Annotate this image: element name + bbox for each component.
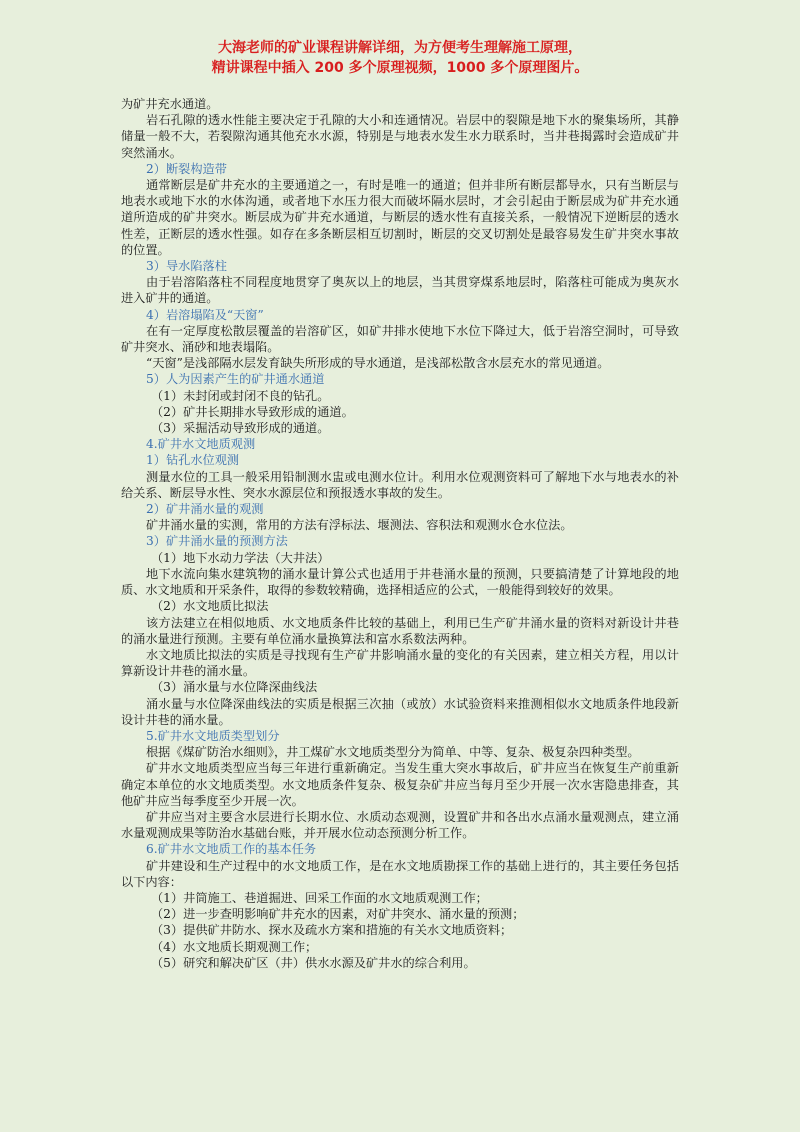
list-item: （3）采掘活动导致形成的通道。	[151, 421, 330, 436]
method-title: （2）水文地质比拟法	[151, 599, 269, 614]
banner-line-1: 大海老师的矿业课程讲解详细，为方便考生理解施工原理，	[218, 40, 582, 56]
paragraph: 测量水位的工具一般采用铅制测水盅或电测水位计。利用水位观测资料可了解地下水与地表水的补给关系、断层导水性、突水水源层位和预报透水事故的发生。	[121, 469, 679, 500]
paragraph: 水文地质比拟法的实质是寻找现有生产矿井影响涌水量的变化的有关因素，建立相关方程，用以计算新设计井巷的涌水量。	[121, 647, 679, 679]
paragraph: 根据《煤矿防治水细则》，井工煤矿水文地质类型分为简单、中等、复杂、极复杂四种类型。	[146, 745, 640, 760]
list-item: （2）进一步查明影响矿井充水的因素，对矿井突水、涌水量的预测；	[151, 907, 525, 922]
paragraph: 该方法建立在相似地质、水文地质条件比较的基础上，利用已生产矿井涌水量的资料对新设计井巷的涌水量进行预测。主要有单位涌水量换算法和富水系数法两种。	[121, 615, 679, 646]
subheading: 3）导水陷落柱	[146, 259, 227, 274]
promo-banner	[0, 38, 800, 78]
list-item: （3）提供矿井防水、探水及疏水方案和措施的有关水文地质资料；	[151, 923, 513, 938]
subheading: 3）矿井涌水量的预测方法	[146, 534, 288, 549]
paragraph: 由于岩溶陷落柱不同程度地贯穿了奥灰以上的地层，当其贯穿煤系地层时，陷落柱可能成为奥灰水进入矿井的通道。	[121, 275, 679, 306]
subheading: 5）人为因素产生的矿井通水通道	[146, 372, 325, 387]
document-body	[121, 96, 679, 971]
paragraph: “天窗”是浅部隔水层发育缺失所形成的导水通道，是浅部松散含水层充水的常见通道。	[146, 356, 610, 371]
list-item: （4）水文地质长期观测工作；	[151, 939, 318, 954]
paragraph: 涌水量与水位降深曲线法的实质是根据三次抽（或放）水试验资料来推测相似水文地质条件地段新设计井巷的涌水量。	[121, 696, 679, 727]
method-title: （3）涌水量与水位降深曲线法	[151, 680, 318, 695]
banner-line-2: 精讲课程中插入 200 多个原理视频，1000 多个原理图片。	[211, 60, 589, 76]
list-item: （1）未封闭或封闭不良的钻孔。	[151, 388, 330, 403]
paragraph: 矿井水文地质类型应当每三年进行重新确定。当发生重大突水事故后，矿井应当在恢复生产前重新确定本单位的水文地质类型。水文地质条件复杂、极复杂矿井应当每月至少开展一次水害隐患排查，其他矿井应当每季度至少开展一次。	[121, 761, 679, 808]
subheading: 4）岩溶塌陷及“天窗”	[146, 307, 264, 322]
paragraph: 矿井建设和生产过程中的水文地质工作，是在水文地质勘探工作的基础上进行的，其主要任务包括以下内容：	[121, 858, 679, 889]
subheading: 2）矿井涌水量的观测	[146, 502, 264, 517]
section-heading: 4.矿井水文地质观测	[146, 437, 256, 452]
list-item: （5）研究和解决矿区（井）供水水源及矿井水的综合利用。	[151, 955, 476, 970]
method-title: （1）地下水动力学法（大井法）	[151, 550, 330, 565]
paragraph: 通常断层是矿井充水的主要通道之一，有时是唯一的通道；但并非所有断层都导水，只有当断层与地表水或地下水的水体沟通，或者地下水压力很大而破坏隔水层时，才会引起由于断层成为矿井充水通道所造成的矿井突水。断层成为矿井充水通道，与断层的透水性有直接关系，一般情况下逆断层的透水性差，正断层的透水性强。如存在多条断层相互切割时，断层的交叉切割处是最容易发生矿井突水事故的位置。	[121, 178, 679, 257]
subheading: 2）断裂构造带	[146, 161, 227, 176]
section-heading: 6.矿井水文地质工作的基本任务	[146, 842, 317, 857]
paragraph: 矿井应当对主要含水层进行长期水位、水质动态观测，设置矿井和各出水点涌水量观测点，建立涌水量观测成果等防治水基础台账，并开展水位动态预测分析工作。	[121, 809, 679, 841]
paragraph: 在有一定厚度松散层覆盖的岩溶矿区，如矿井排水使地下水位下降过大，低于岩溶空洞时，可导致矿井突水、涌砂和地表塌陷。	[121, 323, 679, 355]
paragraph: 为矿井充水通道。	[121, 97, 219, 111]
paragraph: 岩石孔隙的透水性能主要决定于孔隙的大小和连通情况。岩层中的裂隙是地下水的聚集场所，其静储量一般不大，若裂隙沟通其他充水水源，特别是与地表水发生水力联系时，当井巷揭露时会造成矿井突然涌水。	[121, 113, 679, 160]
section-heading: 5.矿井水文地质类型划分	[146, 728, 280, 743]
paragraph: 地下水流向集水建筑物的涌水量计算公式也适用于井巷涌水量的预测，只要搞清楚了计算地段的地质、水文地质和开采条件，取得的参数较精确，选择相适应的公式，一般能得到较好的效果。	[121, 566, 679, 598]
list-item: （2）矿井长期排水导致形成的通道。	[151, 404, 354, 419]
paragraph: 矿井涌水量的实测，常用的方法有浮标法、堰测法、容积法和观测水仓水位法。	[146, 518, 573, 533]
list-item: （1）井筒施工、巷道掘进、回采工作面的水文地质观测工作；	[151, 890, 488, 905]
subheading: 1）钻孔水位观测	[146, 453, 240, 468]
